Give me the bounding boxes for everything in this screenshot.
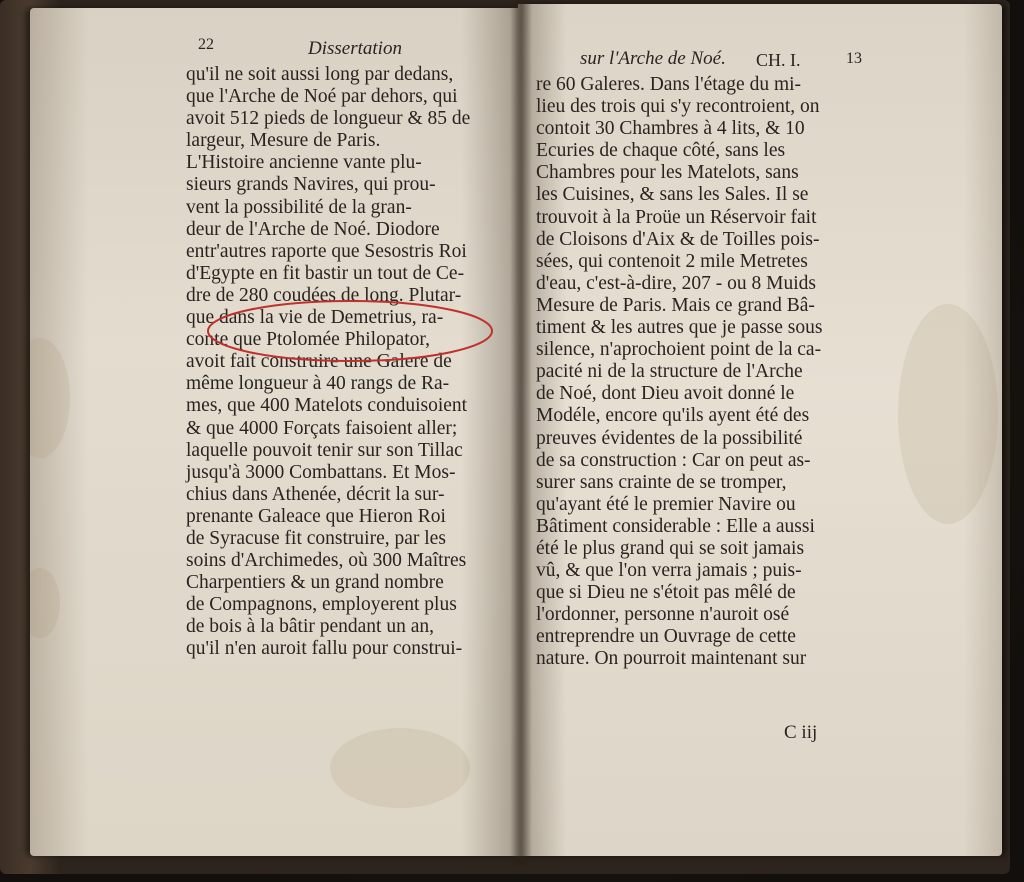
text-line: silence, n'aprochoient point de la ca- <box>536 339 822 361</box>
text-line: dre de 280 coudées de long. Plutar- <box>186 284 462 306</box>
text-line: de Syracuse fit construire, par les <box>186 527 446 549</box>
text-line: qu'il n'en auroit fallu pour construi- <box>186 638 463 660</box>
text-line: conte que Ptolomée Philopator, <box>186 329 431 351</box>
left-page <box>30 8 520 856</box>
text-line: preuves évidentes de la possibilité <box>536 427 803 449</box>
text-line: vent la possibilité de la gran- <box>186 196 412 218</box>
left-page-text <box>186 64 470 661</box>
left-page-number: 22 <box>198 36 214 53</box>
text-line: lieu des trois qui s'y recontroient, on <box>536 96 820 118</box>
text-line: été le plus grand qui se soit jamais <box>536 537 805 559</box>
text-line: mes, que 400 Matelots conduisoient <box>186 395 468 417</box>
text-line: entreprendre un Ouvrage de cette <box>536 626 796 648</box>
text-line: chius dans Athenée, décrit la sur- <box>186 483 445 505</box>
text-line: avoit 512 pieds de longueur & 85 de <box>186 108 471 130</box>
text-line: qu'il ne soit aussi long par dedans, <box>186 64 454 85</box>
text-line: re 60 Galeres. Dans l'étage du mi- <box>536 74 802 95</box>
text-line: sieurs grands Navires, qui prou- <box>186 174 436 196</box>
text-line: Chambres pour les Matelots, sans <box>536 162 799 184</box>
text-line: vû, & que l'on verra jamais ; puis- <box>536 560 802 582</box>
text-line: trouvoit à la Proüe un Réservoir fait <box>536 206 817 228</box>
text-line: sées, qui contenoit 2 mile Metretes <box>536 250 808 272</box>
text-line: que l'Arche de Noé par dehors, qui <box>186 86 458 108</box>
right-page-text <box>536 74 822 671</box>
text-line: de Cloisons d'Aix & de Toilles pois- <box>536 228 820 250</box>
text-line: de Noé, dont Dieu avoit donné le <box>536 383 795 405</box>
text-line: que dans la vie de Demetrius, ra- <box>186 307 444 329</box>
text-line: les Cuisines, & sans les Sales. Il se <box>536 184 809 206</box>
text-line: que si Dieu ne s'étoit pas mêlé de <box>536 582 796 604</box>
right-running-head: sur l'Arche de Noé. <box>580 48 726 69</box>
text-line: nature. On pourroit maintenant sur <box>536 648 807 670</box>
text-line: soins d'Archimedes, où 300 Maîtres <box>186 550 467 572</box>
text-line: contoit 30 Chambres à 4 lits, & 10 <box>536 118 805 140</box>
text-line: d'Egypte en fit bastir un tout de Ce- <box>186 262 465 284</box>
text-line: l'ordonner, personne n'auroit osé <box>536 604 790 626</box>
text-line: de bois à la bâtir pendant un an, <box>186 616 435 638</box>
text-line: prenante Galeace que Hieron Roi <box>186 505 446 527</box>
text-line: timent & les autres que je passe sous <box>536 317 823 339</box>
text-line: L'Histoire ancienne vante plu- <box>186 152 422 174</box>
right-page-number: 13 <box>846 50 862 67</box>
text-line: Modéle, encore qu'ils ayent été des <box>536 405 810 427</box>
text-line: entr'autres raporte que Sesostris Roi <box>186 240 467 262</box>
text-line: deur de l'Arche de Noé. Diodore <box>186 218 440 240</box>
text-line: Charpentiers & un grand nombre <box>186 572 444 594</box>
left-running-head: Dissertation <box>308 38 402 59</box>
text-line: d'eau, c'est-à-dire, 207 - ou 8 Muids <box>536 272 816 294</box>
text-line: surer sans crainte de se tromper, <box>536 471 787 493</box>
text-line: Mesure de Paris. Mais ce grand Bâ- <box>536 294 815 316</box>
text-line: même longueur à 40 rangs de Ra- <box>186 373 450 395</box>
text-line: Ecuries de chaque côté, sans les <box>536 140 786 162</box>
text-line: laquelle pouvoit tenir sur son Tillac <box>186 439 463 461</box>
text-line: qu'ayant été le premier Navire ou <box>536 493 796 515</box>
text-line: Bâtiment considerable : Elle a aussi <box>536 515 815 537</box>
text-line: avoit fait construire une Galere de <box>186 351 452 373</box>
text-line: jusqu'à 3000 Combattans. Et Mos- <box>186 461 456 483</box>
text-line: & que 4000 Forçats faisoient aller; <box>186 417 458 439</box>
text-line: largeur, Mesure de Paris. <box>186 130 381 152</box>
text-line: pacité ni de la structure de l'Arche <box>536 361 803 383</box>
text-line: de sa construction : Car on peut as- <box>536 449 811 471</box>
right-page <box>518 4 1002 856</box>
printer-signature: C iij <box>784 722 818 743</box>
text-line: de Compagnons, employerent plus <box>186 594 457 616</box>
right-chapter-label: CH. I. <box>756 50 801 70</box>
